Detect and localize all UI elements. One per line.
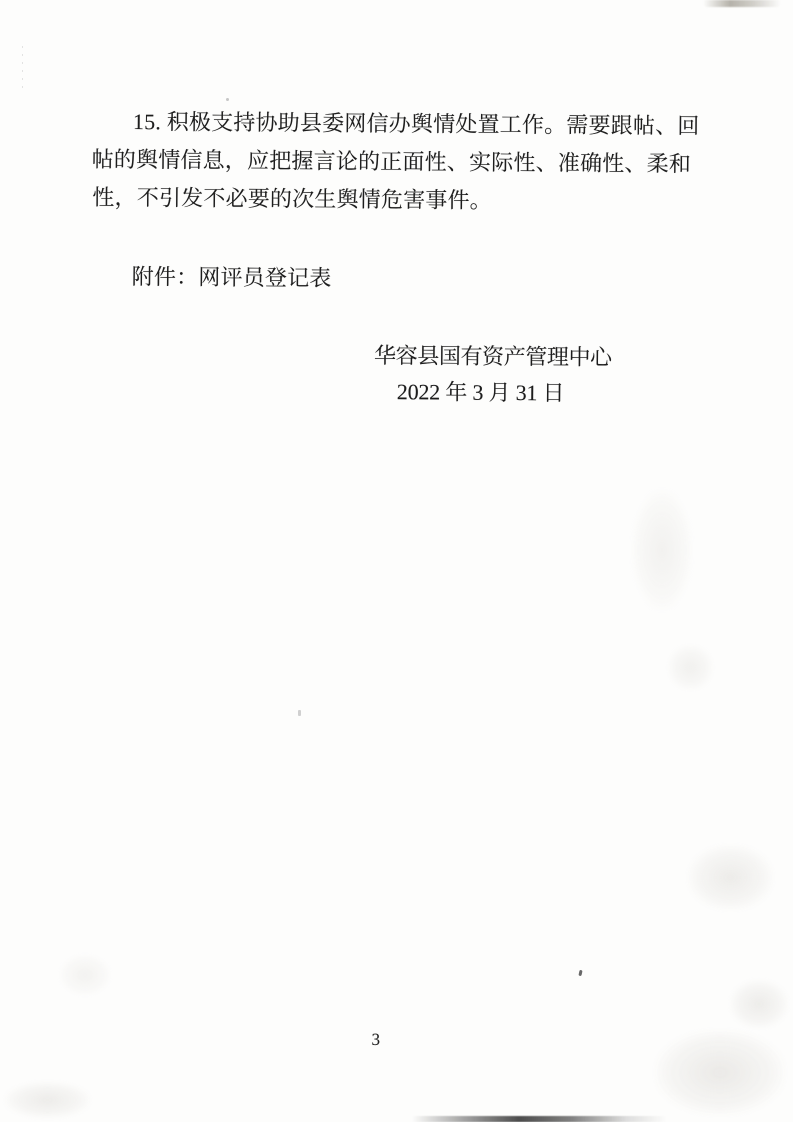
- paragraph-line-2: 帖的舆情信息，应把握言论的正面性、实际性、准确性、柔和: [91, 146, 692, 177]
- page-number: 3: [371, 1029, 381, 1049]
- signature-organization: 华容县国有资产管理中心: [374, 342, 612, 370]
- paragraph-line-1: 15. 积极支持协助县委网信办舆情处置工作。需要跟帖、回: [132, 109, 700, 139]
- signature-date: 2022 年 3 月 31 日: [396, 379, 565, 406]
- paragraph-line-3: 性，不引发不必要的次生舆情危害事件。: [92, 184, 493, 213]
- attachment-line: 附件：网评员登记表: [131, 264, 332, 291]
